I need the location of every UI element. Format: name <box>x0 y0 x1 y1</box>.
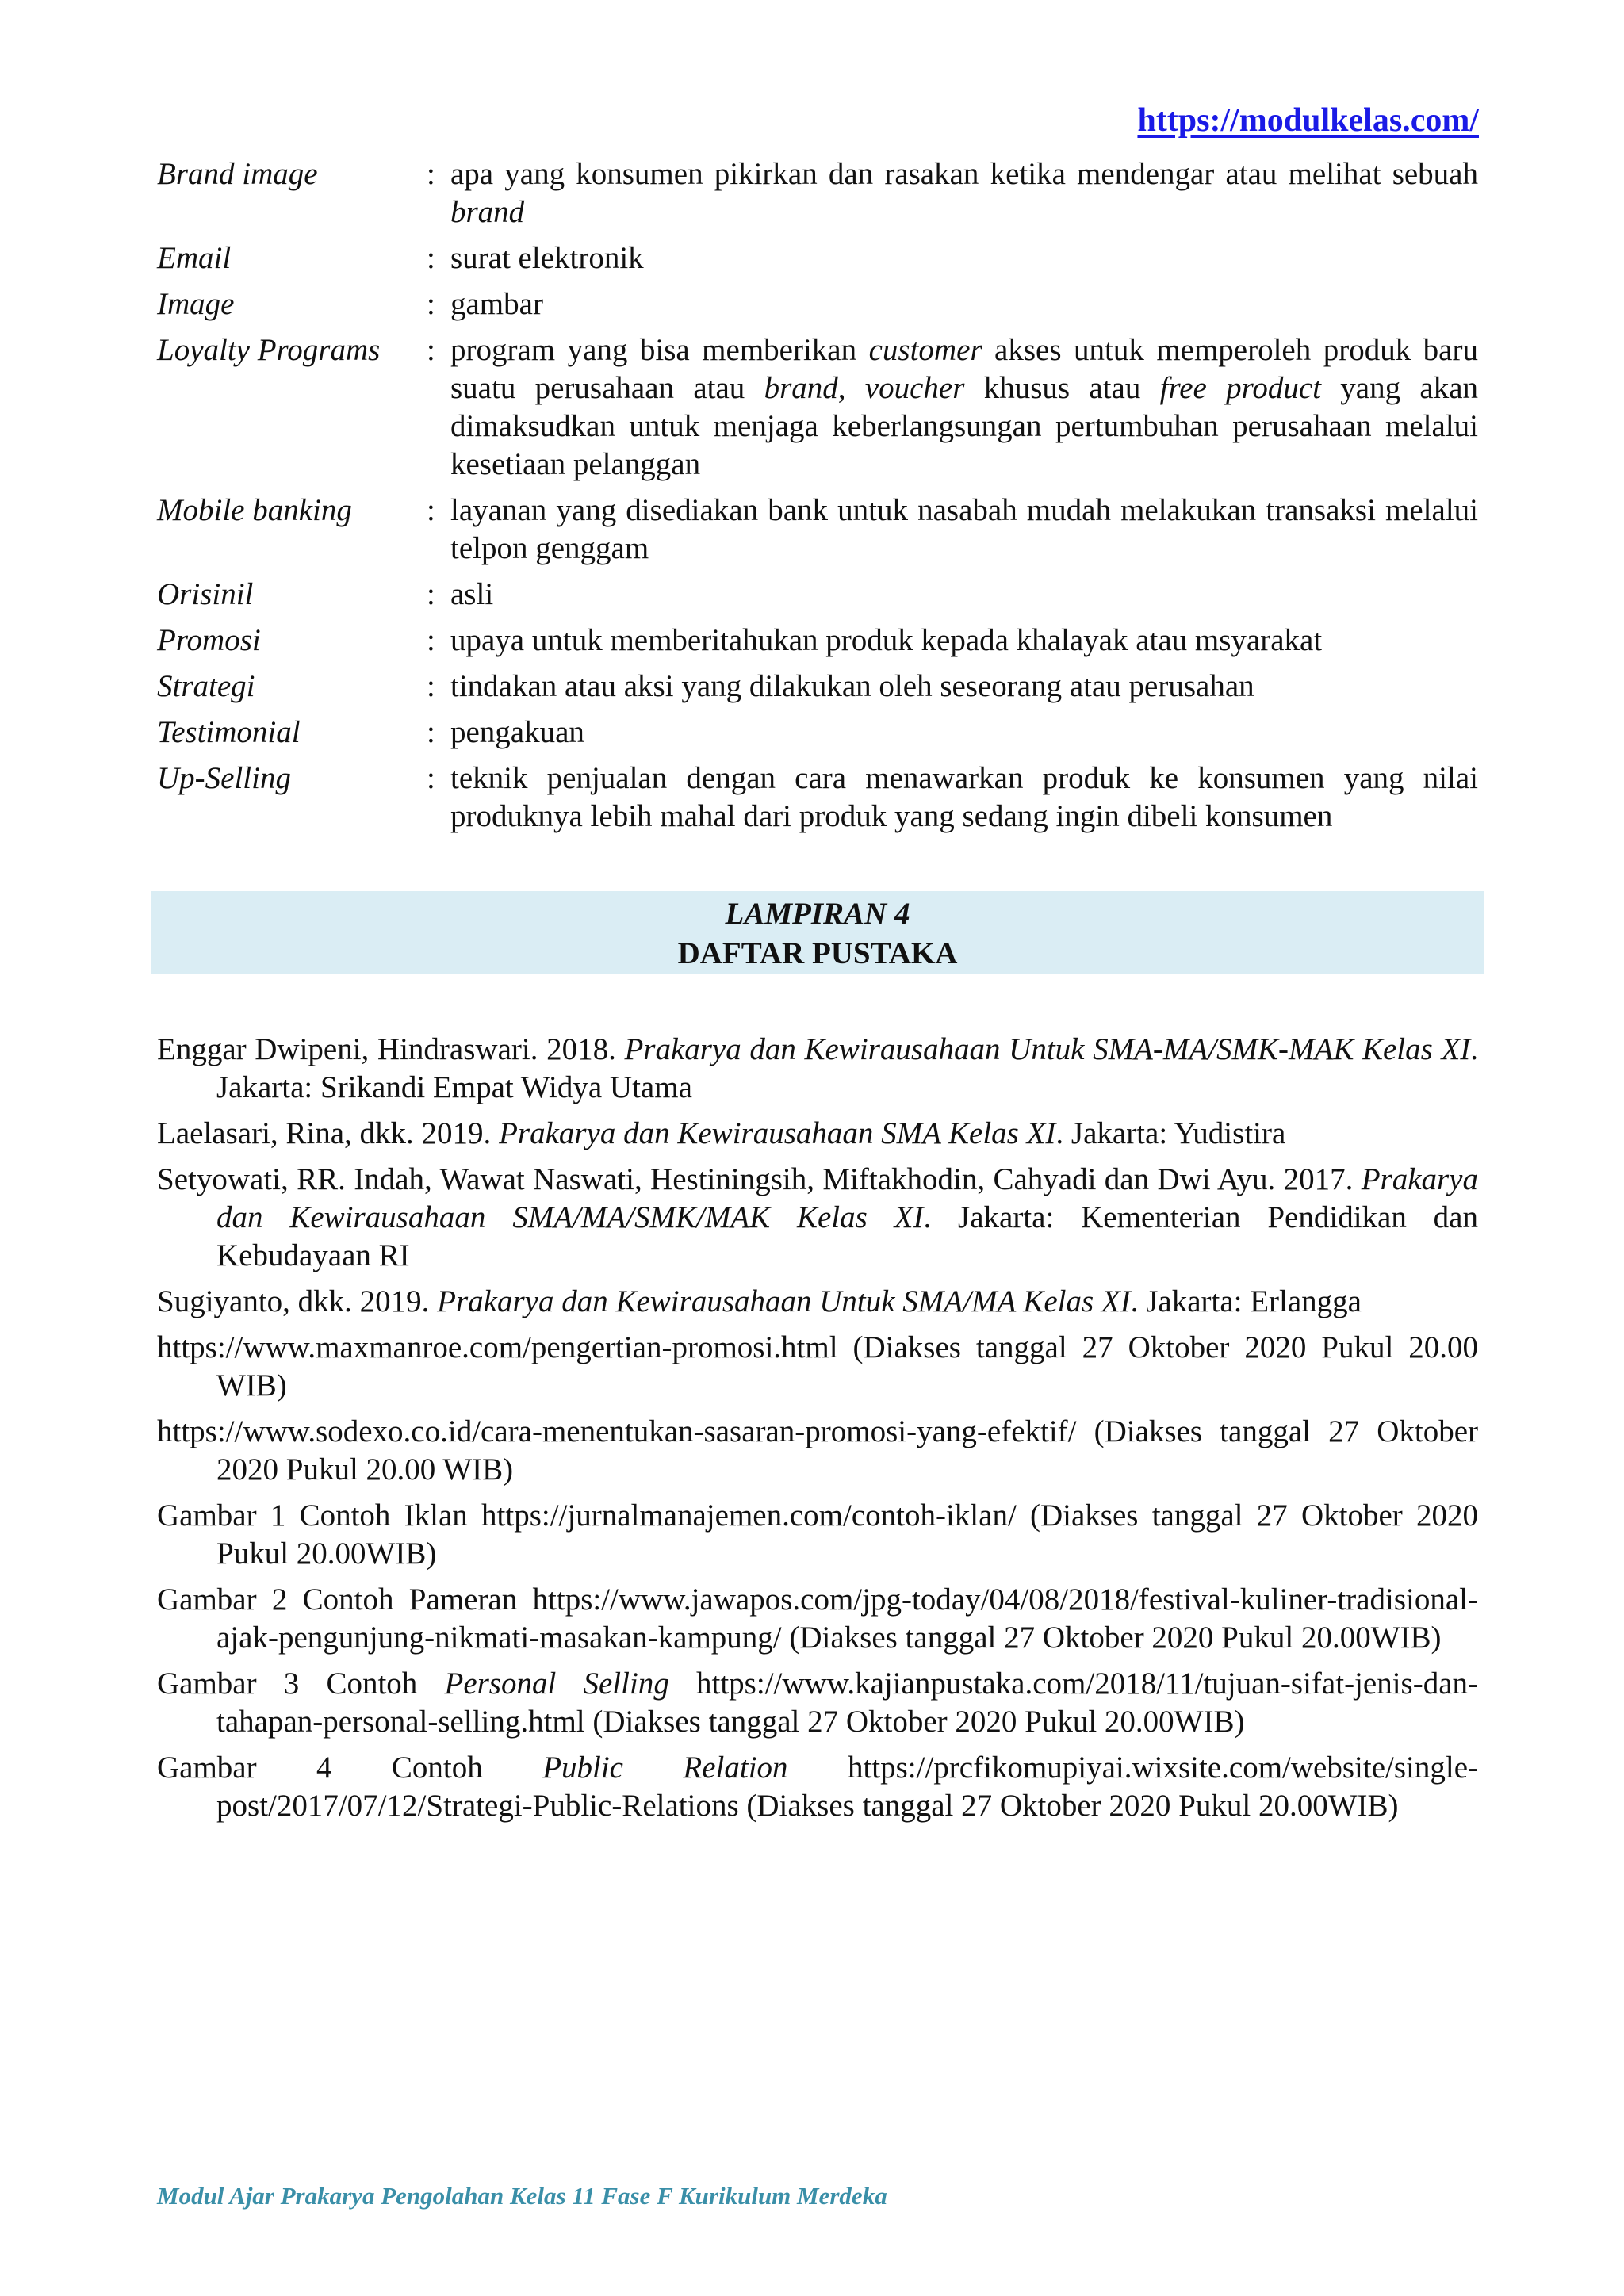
glossary-colon: : <box>427 623 435 657</box>
glossary-list <box>157 155 1478 844</box>
glossary-colon: : <box>427 577 435 611</box>
reference-entry <box>157 1115 1478 1153</box>
glossary-definition <box>450 492 1478 568</box>
text-span: asli <box>450 577 494 611</box>
text-span: akses untuk memperoleh produk baru suatu perusahaan atau <box>450 333 1478 405</box>
text-span: layanan yang disediakan bank untuk nasabah mudah melakukan transaksi melalui telpon genggam <box>450 493 1478 565</box>
text-span: pengakuan <box>450 715 584 749</box>
glossary-row <box>157 285 1478 323</box>
header-url-link[interactable]: https://modulkelas.com/ <box>1137 102 1479 139</box>
glossary-term: Orisinil <box>157 577 254 611</box>
italic-term: brand <box>450 195 525 229</box>
italic-term: Prakarya dan Kewirausahaan Untuk SMA-MA/SMK-MAK Kelas XI <box>624 1032 1471 1066</box>
text-span: Setyowati, RR. Indah, Wawat Naswati, Hestiningsih, Miftakhodin, Cahyadi dan Dwi Ayu. 2017. <box>157 1162 1362 1196</box>
text-span: https://www.kajianpustaka.com/2018/11/tujuan-sifat-jenis-dan-tahapan-personal-selling.html (Diakses tanggal 27 Oktober 2020 Pukul 20.00WIB) <box>216 1667 1478 1739</box>
text-span: . Jakarta: Srikandi Empat Widya Utama <box>216 1032 1479 1104</box>
glossary-term: Testimonial <box>157 715 301 749</box>
glossary-term: Mobile banking <box>157 493 352 527</box>
glossary-row <box>157 714 1478 752</box>
text-span: https://www.maxmanroe.com/pengertian-promosi.html (Diakses tanggal 27 Oktober 2020 Pukul 20.00 WIB) <box>157 1330 1478 1402</box>
glossary-row <box>157 622 1478 660</box>
text-span: teknik penjualan dengan cara menawarkan produk ke konsumen yang nilai produknya lebih mahal dari produk yang sedang ingin dibeli konsumen <box>450 761 1478 833</box>
glossary-definition <box>450 576 1478 614</box>
reference-entry <box>157 1329 1478 1405</box>
glossary-colon: : <box>427 493 435 527</box>
italic-term: Prakarya dan Kewirausahaan SMA Kelas XI <box>499 1116 1056 1150</box>
glossary-definition <box>450 668 1478 706</box>
glossary-colon: : <box>427 669 435 703</box>
glossary-row <box>157 668 1478 706</box>
text-span: Laelasari, Rina, dkk. 2019. <box>157 1116 500 1150</box>
page-footer: Modul Ajar Prakarya Pengolahan Kelas 11 Fase F Kurikulum Merdeka <box>157 2182 887 2210</box>
text-span: Gambar 1 Contoh Iklan https://jurnalmanajemen.com/contoh-iklan/ (Diakses tanggal 27 Oktober 2020 Pukul 20.00WIB) <box>157 1498 1478 1571</box>
reference-entry <box>157 1665 1478 1741</box>
italic-term: brand <box>764 371 838 405</box>
reference-entry <box>157 1283 1478 1321</box>
text-span: https://www.sodexo.co.id/cara-menentukan-sasaran-promosi-yang-efektif/ (Diakses tanggal 27 Oktober 2020 Pukul 20.00 WIB) <box>157 1414 1478 1487</box>
reference-list <box>157 1031 1478 1833</box>
italic-term: Personal Selling <box>444 1667 669 1701</box>
glossary-colon: : <box>427 157 435 191</box>
text-span: apa yang konsumen pikirkan dan rasakan ketika mendengar atau melihat sebuah <box>450 157 1478 191</box>
glossary-definition <box>450 155 1478 232</box>
glossary-colon: : <box>427 241 435 275</box>
glossary-colon: : <box>427 761 435 795</box>
reference-entry <box>157 1581 1478 1657</box>
text-span: yang akan dimaksudkan untuk menjaga keberlangsungan pertumbuhan perusahaan melalui kesetiaan pelanggan <box>450 371 1479 481</box>
glossary-term: Promosi <box>157 623 261 657</box>
italic-term: voucher <box>864 371 965 405</box>
italic-term: Prakarya dan Kewirausahaan Untuk SMA/MA Kelas XI <box>437 1284 1131 1318</box>
glossary-row <box>157 760 1478 836</box>
glossary-row <box>157 239 1478 277</box>
section-title: DAFTAR PUSTAKA <box>677 936 958 970</box>
glossary-row <box>157 331 1478 484</box>
text-span: . Jakarta: Yudistira <box>1055 1116 1286 1150</box>
text-span: . Jakarta: Erlangga <box>1130 1284 1362 1318</box>
reference-entry <box>157 1749 1478 1825</box>
text-span: gambar <box>450 287 543 321</box>
text-span: surat elektronik <box>450 241 644 275</box>
text-span: Gambar 4 Contoh <box>157 1751 543 1785</box>
glossary-definition <box>450 714 1478 752</box>
glossary-term: Brand image <box>157 157 318 191</box>
italic-term: Public Relation <box>542 1751 788 1785</box>
text-span: upaya untuk memberitahukan produk kepada khalayak atau msyarakat <box>450 623 1323 657</box>
reference-entry <box>157 1031 1478 1107</box>
italic-term: Prakarya dan Kewirausahaan SMA/MA/SMK/MAK Kelas XI <box>216 1162 1478 1234</box>
glossary-row <box>157 576 1478 614</box>
glossary-definition <box>450 760 1478 836</box>
glossary-definition <box>450 285 1478 323</box>
text-span: program yang bisa memberikan <box>450 333 869 367</box>
text-span: Sugiyanto, dkk. 2019. <box>157 1284 438 1318</box>
reference-entry <box>157 1413 1478 1489</box>
italic-term: free product <box>1159 371 1321 405</box>
section-label: LAMPIRAN 4 <box>725 897 910 931</box>
text-span: https://prcfikomupiyai.wixsite.com/website/single-post/2017/07/12/Strategi-Public-Relations (Diakses tanggal 27 Oktober 2020 Pukul 20.00WIB) <box>216 1751 1478 1823</box>
glossary-term: Image <box>157 287 235 321</box>
text-span: , <box>837 371 865 405</box>
glossary-definition <box>450 622 1478 660</box>
reference-entry <box>157 1497 1478 1573</box>
glossary-term: Strategi <box>157 669 255 703</box>
glossary-row <box>157 492 1478 568</box>
text-span: Gambar 3 Contoh <box>157 1667 445 1701</box>
glossary-term: Up-Selling <box>157 761 291 795</box>
text-span: Gambar 2 Contoh Pameran https://www.jawapos.com/jpg-today/04/08/2018/festival-kuliner-tradisional-ajak-pengunjung-nikmati-masakan-kampung/ (Diakses tanggal 27 Oktober 2020 Pukul 20.00WIB) <box>157 1582 1478 1655</box>
italic-term: customer <box>868 333 982 367</box>
glossary-colon: : <box>427 333 435 367</box>
text-span: Enggar Dwipeni, Hindraswari. 2018. <box>157 1032 625 1066</box>
text-span: khusus atau <box>964 371 1160 405</box>
glossary-definition <box>450 331 1478 484</box>
glossary-term: Email <box>157 241 232 275</box>
glossary-row <box>157 155 1478 232</box>
glossary-colon: : <box>427 287 435 321</box>
section-banner <box>151 891 1484 974</box>
reference-entry <box>157 1161 1478 1275</box>
text-span: . Jakarta: Kementerian Pendidikan dan Kebudayaan RI <box>216 1200 1478 1272</box>
glossary-colon: : <box>427 715 435 749</box>
glossary-term: Loyalty Programs <box>157 333 381 367</box>
text-span: tindakan atau aksi yang dilakukan oleh seseorang atau perusahan <box>450 669 1254 703</box>
glossary-definition <box>450 239 1478 277</box>
